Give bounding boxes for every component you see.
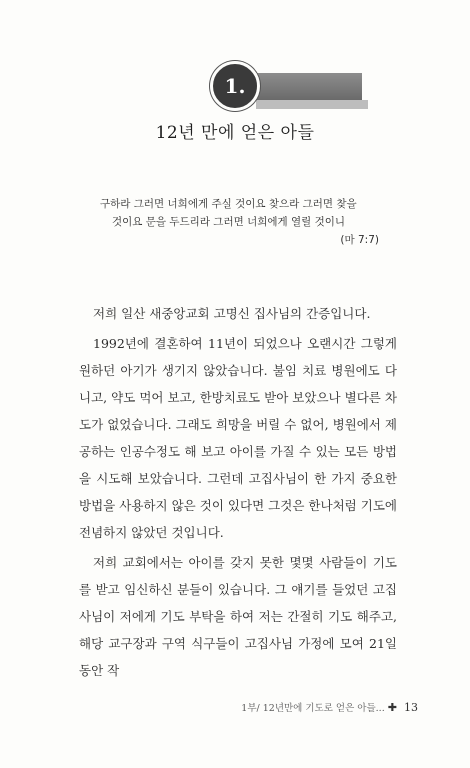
chapter-number: 1. bbox=[224, 74, 246, 98]
quote-line-2: 것이요 문을 두드리라 그러면 너희에게 열릴 것이니 bbox=[112, 216, 346, 228]
scripture-quote bbox=[100, 195, 385, 249]
chapter-header-bar-shadow bbox=[256, 100, 368, 109]
paragraph: 저희 교회에서는 아이를 갖지 못한 몇몇 사람들이 기도를 받고 임신하신 분들이 있습니다. 그 얘기를 들었던 고집사님이 저에게 기도 부탁을 하여 저는 간절히 기도 해주고, 해당 교구장과 구역 식구들이 고집사님 가정에 모여 21일 동안 작 bbox=[79, 555, 397, 678]
quote-line-1: 구하라 그러면 너희에게 주실 것이요 찾으라 그러면 찾을 bbox=[100, 198, 357, 210]
chapter-title: 12년 만에 얻은 아들 bbox=[155, 123, 315, 143]
paragraph: 1992년에 결혼하여 11년이 되었으나 오랜시간 그렇게 원하던 아기가 생기지 않았습니다. 불임 치료 병원에도 다니고, 약도 먹어 보고, 한방치료도 받아 보았으나 별다른 차도가 없었습니다. 그래도 희망을 버릴 수 없어, 병원에서 제공하는 인공수정도 해 보고 아이를 가질 수 있는 모든 방법을 시도해 보았습니다. 그런데 고집사님이 한 가지 중요한 방법을 사용하지 않은 것이 있다면 그것은 한나처럼 기도에 전념하지 않았던 것입니다. bbox=[79, 336, 397, 540]
body-text bbox=[79, 300, 397, 687]
quote-reference: (마 7:7) bbox=[340, 234, 379, 246]
chapter-number-badge bbox=[210, 61, 260, 111]
paragraph: 저희 일산 새중앙교회 고명신 집사님의 간증입니다. bbox=[93, 306, 371, 321]
cross-icon: ✚ bbox=[387, 701, 397, 714]
running-title: 1부/ 12년만에 기도로 얻은 아들... bbox=[241, 703, 385, 714]
page-footer bbox=[0, 700, 418, 714]
page-number: 13 bbox=[404, 701, 418, 714]
